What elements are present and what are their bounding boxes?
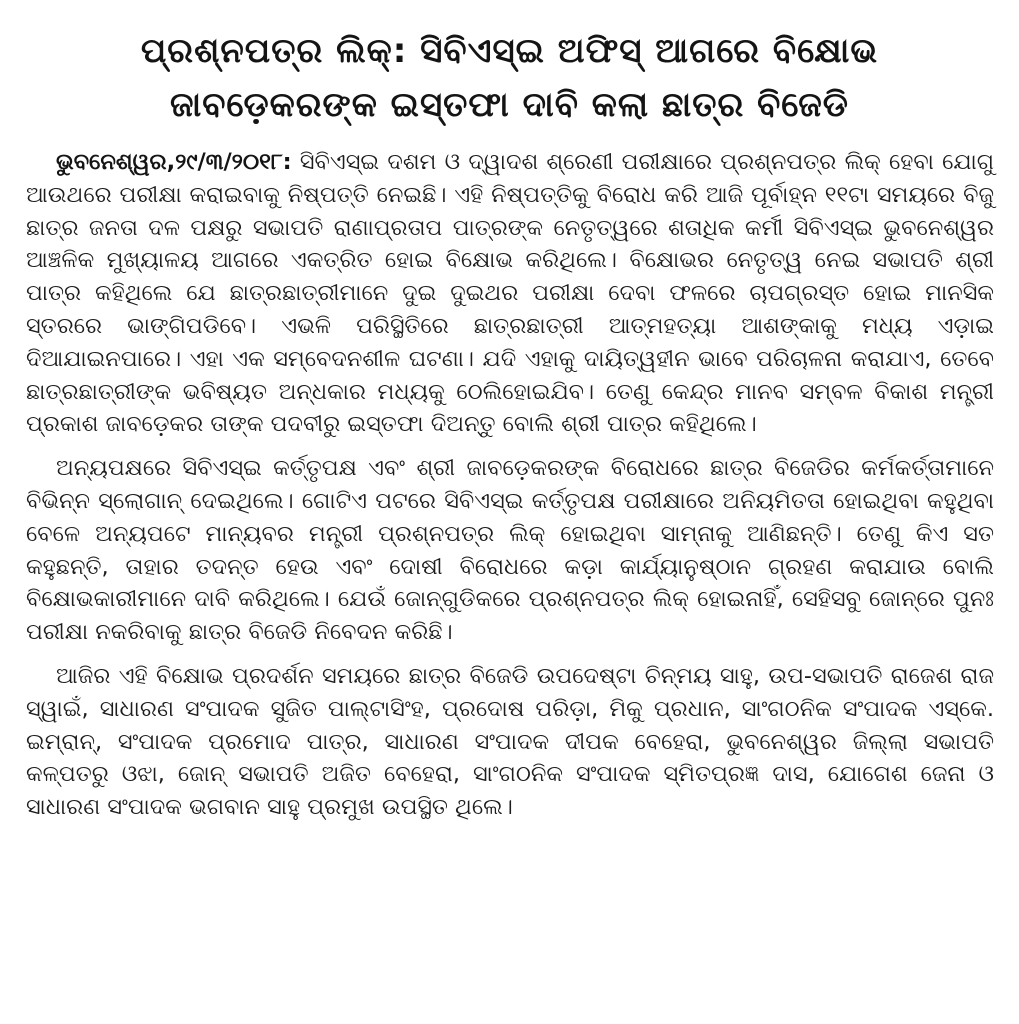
paragraph-1 <box>26 146 994 441</box>
headline-line-2: ଜାବଡ଼େକରଙ୍କ ଇସ୍ତଫା ଦାବି କଲା ଛାତ୍ର ବିଜେଡି <box>170 85 849 125</box>
paragraph-3: ଆଜିର ଏହି ବିକ୍ଷୋଭ ପ୍ରଦର୍ଶନ ସମୟରେ ଛାତ୍ର ବିଜେଡି ଉପଦେଷ୍ଟା ଚିନ୍ମୟ ସାହୁ, ଉପ-ସଭାପତି ରାଜେଶ ରାଜ ସ୍ୱାଇଁ, ସାଧାରଣ ସଂପାଦକ ସୁଜିତ ପାଲ୍‌ଟାସିଂହ, ପ୍ରଦୋଷ ପରିଡ଼ା, ମିକୁ ପ୍ରଧାନ, ସାଂଗଠନିକ ସଂପାଦକ ଏସ୍‌କେ. ଇମ୍ରାନ୍, ସଂପାଦକ ପ୍ରମୋଦ ପାତ୍ର, ସାଧାରଣ ସଂପାଦକ ଦୀପକ ବେହେରା, ଭୁବନେଶ୍ୱର ଜିଲ୍ଲା ସଭାପତି କଳ୍ପତରୁ ଓଝା, ଜୋନ୍ ସଭାପତି ଅଜିତ ବେହେରା, ସାଂଗଠନିକ ସଂପାଦକ ସ୍ମିତପ୍ରଜ୍ଞ ଦାସ, ଯୋଗେଶ ଜେନା ଓ ସାଧାରଣ ସଂପାଦକ ଭଗବାନ ସାହୁ ପ୍ରମୁଖ ଉପସ୍ଥିତ ଥିଲେ। <box>26 662 994 821</box>
headline-line-1: ପ୍ରଶ୍ନପତ୍ର ଲିକ୍: ସିବିଏସ୍‌ଇ ଅଫିସ୍ ଆଗରେ ବିକ୍ଷୋଭ <box>140 31 879 71</box>
paragraph-2: ଅନ୍ୟପକ୍ଷରେ ସିବିଏସ୍‌ଇ କର୍ତ୍ତୃପକ୍ଷ ଏବଂ ଶ୍ରୀ ଜାବଡ଼େକରଙ୍କ ବିରୋଧରେ ଛାତ୍ର ବିଜେଡିର କର୍ମକର୍ତ୍ତାମାନେ ବିଭିନ୍ନ ସ୍ଲୋଗାନ୍ ଦେଇଥିଲେ। ଗୋଟିଏ ପଟରେ ସିବିଏସ୍‌ଇ କର୍ତ୍ତୃପକ୍ଷ ପରୀକ୍ଷାରେ ଅନିୟମିତତା ହୋଇଥିବା କହୁଥିବା ବେଳେ ଅନ୍ୟପଟେ ମାନ୍ୟବର ମନ୍ତ୍ରୀ ପ୍ରଶ୍ନପତ୍ର ଲିକ୍ ହୋଇଥିବା ସାମ୍ନାକୁ ଆଣିଛନ୍ତି। ତେଣୁ କିଏ ସତ କହୁଛନ୍ତି, ତାହାର ତଦନ୍ତ ହେଉ ଏବଂ ଦୋଷୀ ବିରୋଧରେ କଡ଼ା କାର୍ଯ୍ୟାନୁଷ୍ଠାନ ଗ୍ରହଣ କରାଯାଉ ବୋଲି ବିକ୍ଷୋଭକାରୀମାନେ ଦାବି କରିଥିଲେ। ଯେଉଁ ଜୋନ୍‌ଗୁଡିକରେ ପ୍ରଶ୍ନପତ୍ର ଲିକ୍ ହୋଇନାହିଁ, ସେହିସବୁ ଜୋନ୍‌ରେ ପୁନଃ ପରୀକ୍ଷା ନକରିବାକୁ ଛାତ୍ର ବିଜେଡି ନିବେଦନ କରିଛି। <box>26 455 994 646</box>
dateline: ଭୁବନେଶ୍ୱର,୨୯/୩/୨୦୧୮: <box>56 149 292 175</box>
article-body <box>26 146 994 824</box>
paragraph-1-text: ସିବିଏସ୍‌ଇ ଦଶମ ଓ ଦ୍ୱାଦଶ ଶ୍ରେଣୀ ପରୀକ୍ଷାରେ ପ୍ରଶ୍ନପତ୍ର ଲିକ୍ ହେବା ଯୋଗୁ ଆଉଥରେ ପରୀକ୍ଷା କରାଇବାକୁ ନିଷ୍ପତ୍ତି ନେଇଛି। ଏହି ନିଷ୍ପତ୍ତିକୁ ବିରୋଧ କରି ଆଜି ପୂର୍ବାହ୍ନ ୧୧ଟା ସମୟରେ ବିଜୁ ଛାତ୍ର ଜନତା ଦଳ ପକ୍ଷରୁ ସଭାପତି ରାଣାପ୍ରତାପ ପାତ୍ରଙ୍କ ନେତୃତ୍ୱରେ ଶତାଧିକ କର୍ମୀ ସିବିଏସ୍‌ଇ ଭୁବନେଶ୍ୱର ଆଞ୍ଚଳିକ ମୁଖ୍ୟାଳୟ ଆଗରେ ଏକତ୍ରିତ ହୋଇ ବିକ୍ଷୋଭ କରିଥିଲେ। ବିକ୍ଷୋଭର ନେତୃତ୍ୱ ନେଇ ସଭାପତି ଶ୍ରୀ ପାତ୍ର କହିଥିଲେ ଯେ ଛାତ୍ରଛାତ୍ରୀମାନେ ଦୁଇ ଦୁଇଥର ପରୀକ୍ଷା ଦେବା ଫଳରେ ଚାପଗ୍ରସ୍ତ ହୋଇ ମାନସିକ ସ୍ତରରେ ଭାଙ୍ଗିପଡିବେ। ଏଭଳି ପରିସ୍ଥିତିରେ ଛାତ୍ରଛାତ୍ରୀ ଆତ୍ମହତ୍ୟା ଆଶଙ୍କାକୁ ମଧ୍ୟ ଏଡ଼ାଇ ଦିଆଯାଇନପାରେ। ଏହା ଏକ ସମ୍ବେଦନଶୀଳ ଘଟଣା। ଯଦି ଏହାକୁ ଦାୟିତ୍ୱହୀନ ଭାବେ ପରିଚାଳନା କରାଯାଏ, ତେବେ ଛାତ୍ରଛାତ୍ରୀଙ୍କ ଭବିଷ୍ୟତ ଅନ୍ଧକାର ମଧ୍ୟକୁ ଠେଲିହୋଇଯିବ। ତେଣୁ କେନ୍ଦ୍ର ମାନବ ସମ୍ବଳ ବିକାଶ ମନ୍ତ୍ରୀ ପ୍ରକାଶ ଜାବଡ଼େକର ତାଙ୍କ ପଦବୀରୁ ଇସ୍ତଫା ଦିଅନ୍ତୁ ବୋଲି ଶ୍ରୀ ପାତ୍ର କହିଥିଲେ। <box>26 149 994 438</box>
